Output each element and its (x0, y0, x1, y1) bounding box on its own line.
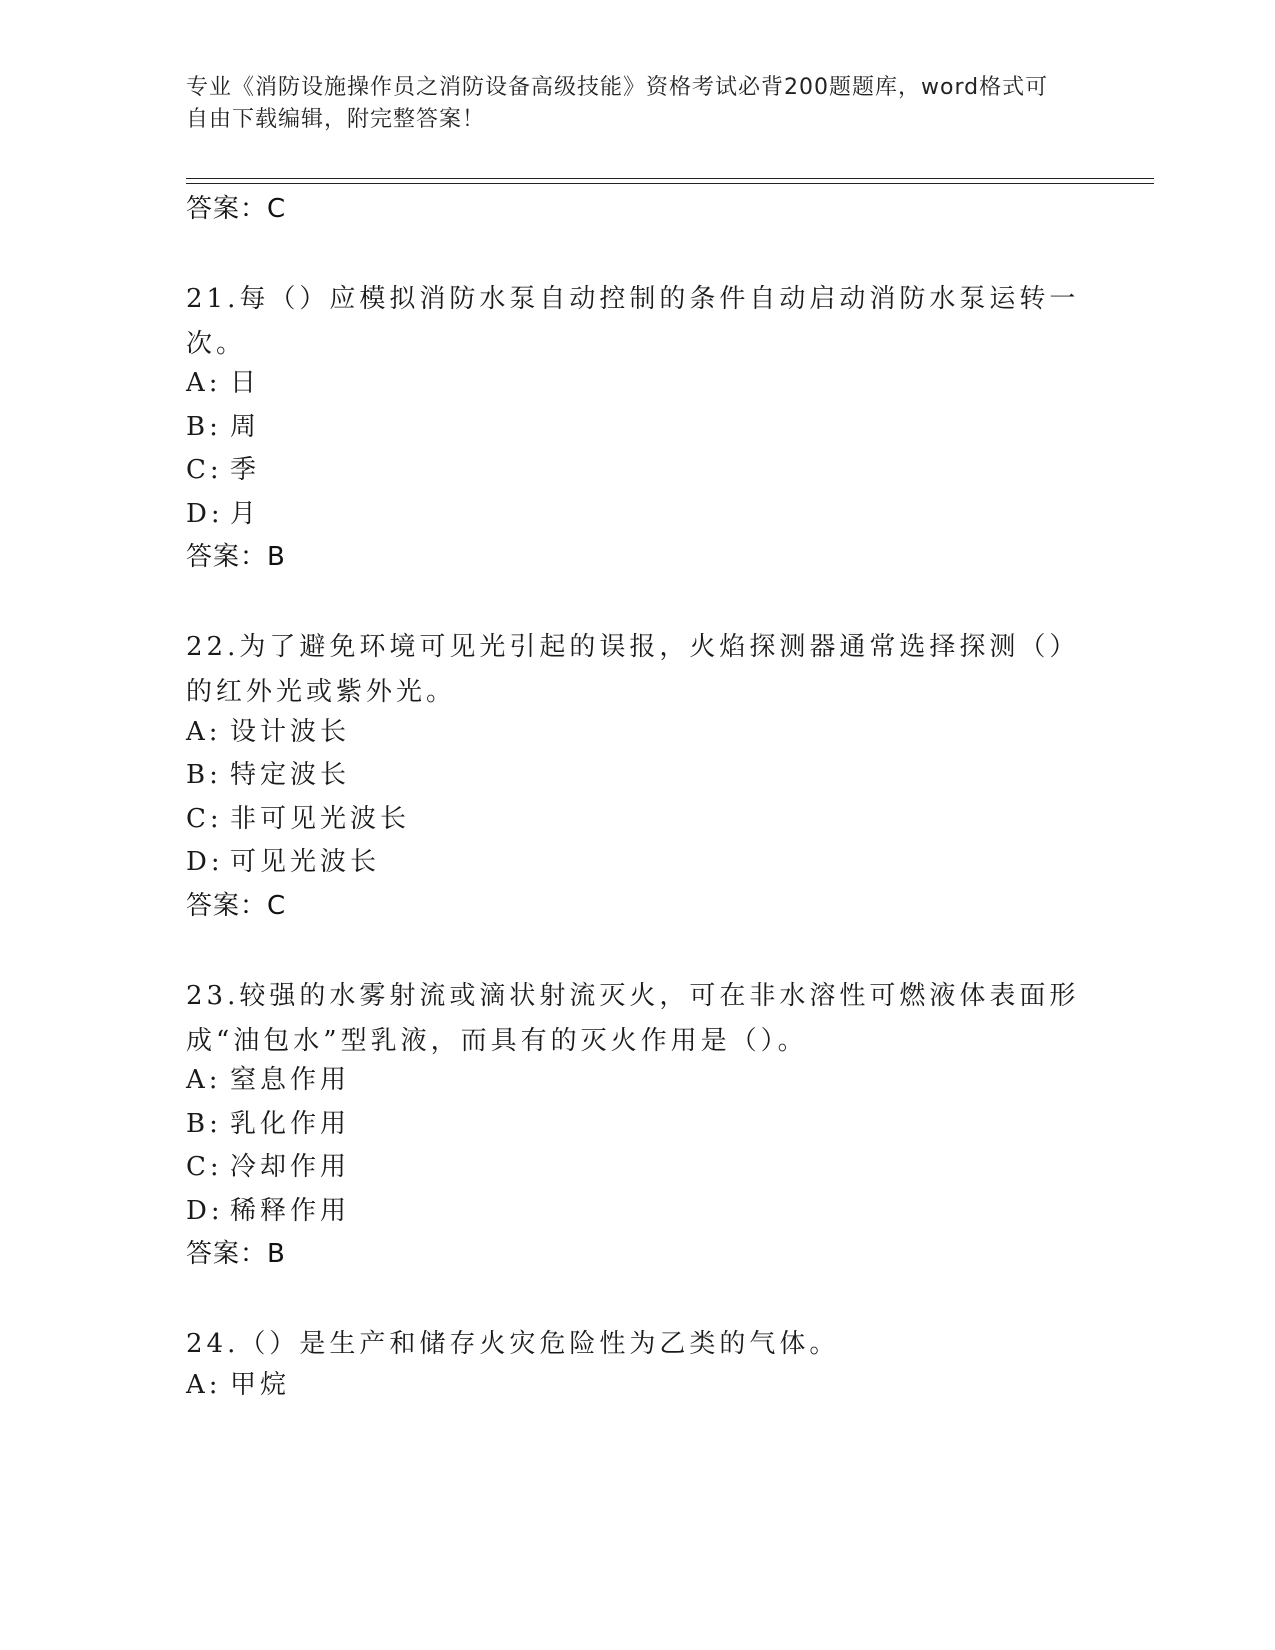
question-23-option-c (186, 1146, 350, 1183)
option-key: D: (186, 847, 224, 877)
option-key: B: (186, 760, 222, 790)
option-text: 特定波长 (230, 760, 351, 790)
option-text: 乳化作用 (230, 1109, 351, 1139)
option-key: A: (186, 1065, 222, 1095)
question-23-answer: 答案：B (186, 1239, 286, 1269)
option-key: A: (186, 368, 222, 398)
question-24-option-a (186, 1364, 290, 1401)
question-22-answer: 答案：C (186, 891, 287, 921)
option-key: D: (186, 1196, 224, 1226)
option-text: 月 (230, 499, 261, 529)
question-23-option-d (186, 1190, 350, 1227)
question-22-option-d (186, 841, 380, 878)
option-text: 周 (230, 412, 261, 442)
option-key: B: (186, 412, 222, 442)
option-text: 稀释作用 (230, 1196, 351, 1226)
question-22-option-a (186, 711, 350, 748)
question-23-option-b (186, 1103, 350, 1140)
question-22-text: 22.为了避免环境可见光引起的误报，火焰探测器通常选择探测（）的红外光或紫外光。 (186, 632, 1080, 707)
option-text: 设计波长 (230, 717, 351, 747)
option-text: 冷却作用 (230, 1152, 351, 1182)
question-23-option-a (186, 1059, 350, 1096)
option-key: D: (186, 499, 224, 529)
option-key: C: (186, 455, 223, 485)
question-21-text: 21.每（）应模拟消防水泵自动控制的条件自动启动消防水泵运转一次。 (186, 284, 1080, 359)
question-21-answer: 答案：B (186, 542, 286, 572)
option-key: C: (186, 1152, 223, 1182)
answer-line: 答案：C (186, 194, 287, 224)
question-23-text: 23.较强的水雾射流或滴状射流灭火，可在非水溶性可燃液体表面形成“油包水”型乳液，而具有的灭火作用是（）。 (186, 981, 1080, 1056)
question-21-option-a (186, 362, 260, 399)
option-text: 甲烷 (230, 1370, 291, 1400)
option-text: 窒息作用 (230, 1065, 351, 1095)
header-divider-bottom (186, 183, 1154, 184)
question-22-option-c (186, 798, 410, 835)
question-21-option-d (186, 493, 260, 530)
header-divider-top (186, 178, 1154, 179)
option-text: 可见光波长 (230, 847, 381, 877)
document-header: 专业《消防设施操作员之消防设备高级技能》资格考试必背200题题库，word格式可自由下载编辑，附完整答案！ (186, 75, 1049, 132)
option-key: A: (186, 1370, 222, 1400)
question-22-option-b (186, 754, 350, 791)
option-key: B: (186, 1109, 222, 1139)
option-text: 非可见光波长 (230, 804, 411, 834)
question-21-option-b (186, 406, 260, 443)
option-key: C: (186, 804, 223, 834)
question-24-text: 24.（）是生产和储存火灾危险性为乙类的气体。 (186, 1329, 840, 1359)
question-21-option-c (186, 449, 260, 486)
option-text: 季 (230, 455, 261, 485)
option-text: 日 (230, 368, 261, 398)
option-key: A: (186, 717, 222, 747)
